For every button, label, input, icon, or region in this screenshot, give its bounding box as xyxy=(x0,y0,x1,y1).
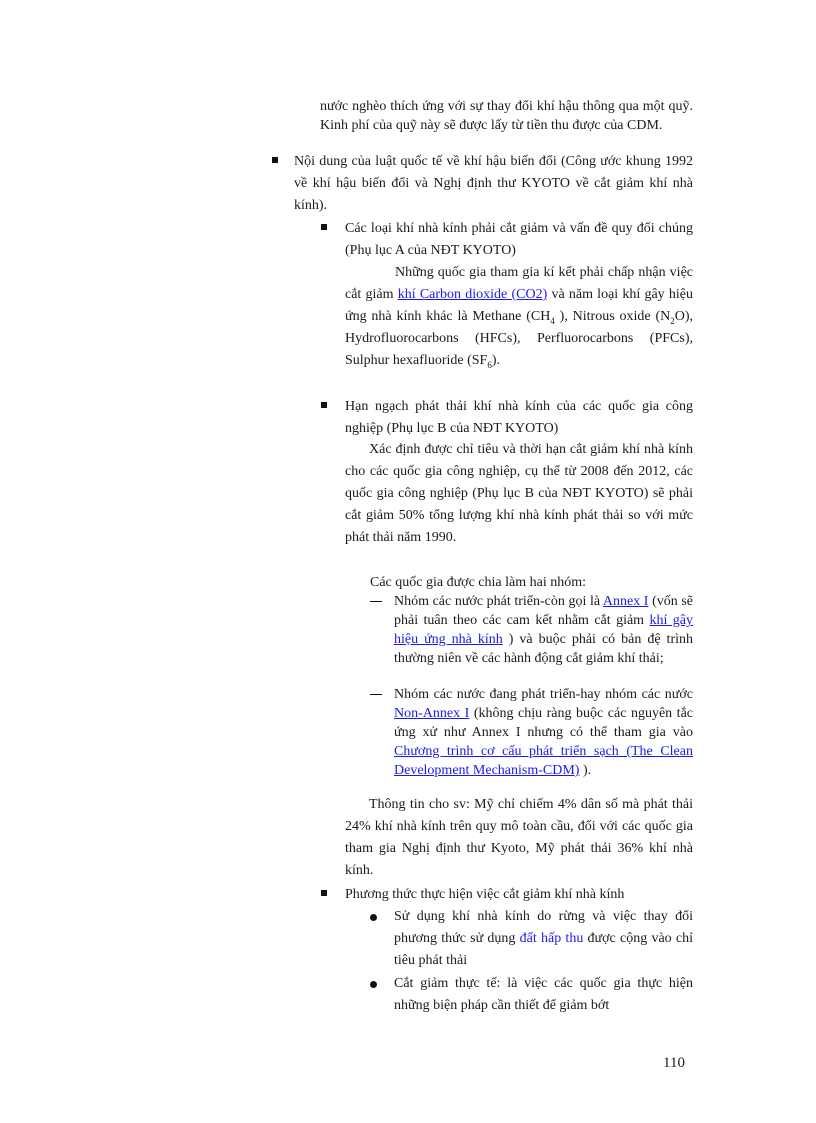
item-c-point-1: Sử dụng khí nhà kính do rừng và việc thay đổi phương thức sử dụng đất hấp thu được cộng vào chỉ tiêu phát thải xyxy=(394,909,693,968)
square-bullet-icon xyxy=(272,157,278,163)
dash-bullet-icon xyxy=(370,601,382,602)
group-2-item: Nhóm các nước đang phát triển-hay nhóm các nước Non-Annex I (không chịu ràng buộc các nguyên tắc ứng xử như Annex I nhưng có thể tham gia vào Chương trình cơ cấu phát triển sạch (The Clean Development Mechanism-CDM) ). xyxy=(394,687,694,778)
non-annex-i-link[interactable]: Non-Annex I xyxy=(394,706,470,721)
item-a-paragraph: Những quốc gia tham gia kí kết phải chấp nhận việc cắt giảm khí Carbon dioxide (CO2) và năm loại khí gây hiệu ứng nhà kính khác là Methane ($CH_4$ ), Nitrous oxide $(N_2O)$, Hydrofluorocarbons (HFCs), Perfluorocarbons (PFCs), Sulphur hexafluoride $(SF_6)$. xyxy=(345,265,693,370)
item-b-paragraph: Xác định được chỉ tiêu và thời hạn cắt giảm khí nhà kính cho các quốc gia công nghiệp, cụ thể từ 2008 đến 2012, các quốc gia công nghiệp (Phụ lục B của NĐT KYOTO) sẽ phải cắt giảm 50% tổng lượng khí nhà kính phát thải so với mức phát thải năm 1990. xyxy=(345,442,693,545)
item-a-heading: Các loại khí nhà kính phải cắt giảm và vấn đề quy đổi chúng (Phụ lục A của NĐT KYOTO) xyxy=(345,221,693,258)
square-bullet-icon xyxy=(321,224,327,230)
page-number: 110 xyxy=(663,1055,685,1071)
square-bullet-icon xyxy=(321,402,327,408)
groups-intro: Các quốc gia được chia làm hai nhóm: xyxy=(370,575,586,590)
dash-bullet-icon xyxy=(370,694,382,695)
round-bullet-icon xyxy=(370,981,377,988)
section-main: Nội dung của luật quốc tế về khí hậu biến đổi (Công ước khung 1992 về khí hậu biến đổi và Nghị định thư KYOTO về cắt giảm khí nhà kính). xyxy=(294,154,693,213)
intro-paragraph: nước nghèo thích ứng với sự thay đổi khí hậu thông qua một quỹ. Kinh phí của quỹ này sẽ được lấy từ tiền thu được của CDM. xyxy=(320,99,693,133)
co2-link[interactable]: khí Carbon dioxide (CO2) xyxy=(397,287,548,302)
land-absorption-link[interactable]: đất hấp thu xyxy=(519,931,584,946)
cdm-link[interactable]: Chương trình cơ cấu phát triển sạch (The Clean Development Mechanism-CDM) xyxy=(394,744,693,778)
item-b-heading: Hạn ngạch phát thải khí nhà kính của các quốc gia công nghiệp (Phụ lục B của NĐT KYOTO) xyxy=(345,399,693,436)
square-bullet-icon xyxy=(321,890,327,896)
item-c-point-2: Cắt giảm thực tế: là việc các quốc gia thực hiện những biện pháp cần thiết để giảm bớt xyxy=(394,976,693,1013)
group-1-item: Nhóm các nước phát triển-còn gọi là Annex I (vốn sẽ phải tuân theo các cam kết nhằm cắt giảm khí gây hiệu ứng nhà kính ) và buộc phải có bản đệ trình thường niên về các hành động cắt giảm khí thải; xyxy=(394,594,694,666)
info-paragraph: Thông tin cho sv: Mỹ chỉ chiếm 4% dân số mà phát thải 24% khí nhà kính trên quy mô toàn cầu, đối với các quốc gia tham gia Nghị định thư Kyoto, Mỹ phát thải 36% khí nhà kính. xyxy=(345,797,693,878)
greenhouse-gas-link[interactable]: khí gây hiệu ứng nhà kính xyxy=(394,613,693,647)
round-bullet-icon xyxy=(370,914,377,921)
annex-i-link[interactable]: Annex I xyxy=(602,594,649,609)
item-c-heading: Phương thức thực hiện việc cắt giảm khí nhà kính xyxy=(345,887,625,902)
